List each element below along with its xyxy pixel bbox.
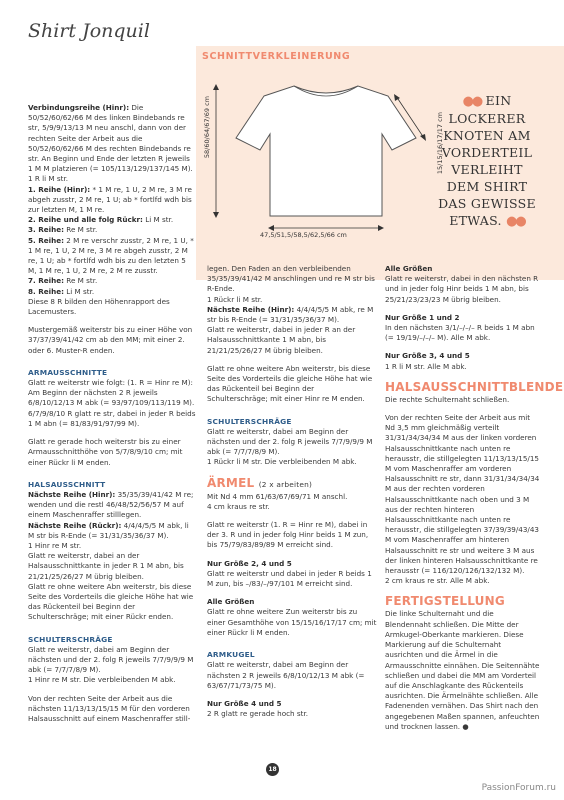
paragraph: 6/7/9/8/10 R glatt re str, dabei in jeder R beids 1 M abn (= 81/83/91/97/99 M). [28,408,196,428]
bold-lead: Nur Größe 3, 4 und 5 [385,351,470,361]
paragraph: Glatt re weiterstr wie folgt: (1. R = Hinr re M): Am Beginn der nächsten 2 R jeweils 6/8/10/12/13 M abk (= 93/97/109/113/119 M). [28,378,195,408]
column-2 [207,264,377,719]
paragraph: Glatt re ohne weitere Abn weiterstr, bis diese Seite des Vorderteils die gleiche Höhe hat wie das Rückenteil bei Beginn der Schulterschräge; mit einer Rückr enden. [28,581,194,622]
paragraph: Glatt re weiterstr, dabei am Beginn der nächsten 2 R jeweils 6/8/10/12/13 M abk (= 63/67/71/73/75 M). [207,660,365,690]
paragraph: 1 Hinr re M str. [28,540,82,550]
paragraph: Glatt re ohne weitere Zun weiterstr bis zu einer Gesamthöhe von 15/15/16/17/17 cm; mit einer Rückr li M enden. [207,607,377,637]
paragraph: 1 Rückr li M str. Die verbleibenden M abk. [207,457,357,467]
bold-lead: 3. Reihe: [28,225,64,235]
text: 4/4/4/5/5 M abk, re M str bis R-Ende (= 31/31/35/36/37 M). [207,304,374,325]
height-arrow-bottom [213,212,219,218]
paragraph: Glatt re gerade hoch weiterstr bis zu einer Armausschnitthöhe von 5/7/8/9/10 cm; mit einer Rückr li M enden. [28,437,183,467]
quote-line: LOCKERER [448,111,526,126]
bold-lead: Alle Größen [207,597,255,607]
paragraph: Glatt re weiterstr, dabei am Beginn der nächsten und der 2. folg R jeweils 7/7/9/9/9 M abk (= 7/7/7/8/9 M). [207,426,373,457]
paragraph [28,236,196,277]
paragraph: Glatt re weiterstr, dabei in den nächsten R und in jeder folg Hinr beids 1 M abn, bis 25/21/23/23/23 M übrig bleiben. [385,274,539,304]
paragraph [207,559,377,569]
paragraph: Die rechte Schulternaht schließen. [385,394,510,404]
bold-lead: Alle Größen [385,264,433,273]
paragraph [385,313,540,323]
section-heading: SCHULTERSCHRÄGE [207,416,292,426]
bold-lead: 8. Reihe: [28,286,64,296]
paragraph: Diese 8 R bilden den Höhenrapport des Lacemusters. [28,296,170,317]
heading-note: (2 x arbeiten) [258,479,313,489]
quote-close-dots: ●● [506,214,525,229]
paragraph: 1 Hinr re M str. Die verbleibenden M abk. [28,675,176,685]
column-1 [28,103,196,724]
paragraph: Mustergemäß weiterstr bis zu einer Höhe von 37/37/39/41/42 cm ab den MM; mit einer 2. oder 6. Muster-R enden. [28,325,193,355]
paragraph: Die linke Schulternaht und die Blendennaht schließen. Die Mitte der Armkugel-Oberkante markieren. Diese Markierung auf die Schulternaht ausrichten und die Ärmel in die Armausschnitte einnähen. Die Seitennähte schließen und dabei die MM am Vorderteil auf die Anschlagkante des Rückenteils ausrichten. Die Ärmelnähte schließen. Alle Fadenenden vernähen. Das Shirt nach den angegebenen Maßen spannen, anfeuchten und trocknen lassen. ● [385,609,540,731]
shirt-outline [236,86,416,216]
bold-lead: Nur Größe 1 und 2 [385,312,460,322]
pull-quote [420,92,554,230]
page-number: 18 [266,763,279,776]
paragraph: In den nächsten 3/1/–/–/– R beids 1 M abn (= 19/19/–/–/– M). Alle M abk. [385,323,535,343]
paragraph [28,276,196,286]
paragraph [385,351,540,361]
paragraph: legen. Den Faden an den verbleibenden 35/35/39/41/42 M anschlingen und re M str bis R-Ende. [207,264,375,294]
text: Li M str. [63,286,95,296]
text: * 1 M re, 1 U, 2 M re, 3 M re abgeh zusstr, 2 M re, 1 U; ab * fortlfd wdh bis zur letzten M, 1 M re. [28,184,192,215]
width-label: 47,5/51,5/58,5/62,5/66 cm [260,231,347,239]
paragraph: Glatt re weiterstr, dabei in jeder R an der Halsausschnittkante 1 M abn, bis 21/21/25/26/27 M übrig bleiben. [207,325,356,355]
sleeve-label: 15/15/16/17/17 cm [436,112,444,175]
bold-lead: 7. Reihe: [28,276,64,286]
paragraph [28,185,196,216]
paragraph: 1 R li M str. [28,174,69,184]
quote-line: DEM SHIRT [446,179,528,194]
bold-lead: Nächste Reihe (Hinr): [207,304,295,314]
heading-text: ÄRMEL [207,475,255,490]
paragraph [28,490,196,521]
paragraph: Glatt re weiterstr und dabei in jeder R beids 1 M zun, bis –/83/–/97/101 M erreicht sind. [207,568,372,589]
paragraph: Glatt re weiterstr, dabei an der Halsausschnittkante in jeder R 1 M abn, bis 21/21/25/26/27 M übrig bleiben. [28,551,184,581]
bold-lead: 1. Reihe (Hinr): [28,184,91,194]
page-title: Shirt Jonquil [28,20,150,42]
section-heading-fertig: FERTIGSTELLUNG [385,594,505,609]
paragraph: 1 R li M str. Alle M abk. [385,361,467,371]
paragraph: Glatt re weiterstr, dabei am Beginn der nächsten und der 2. folg R jeweils 7/7/9/9/9 M abk (= 7/7/7/8/9 M). [28,644,194,675]
paragraph [28,103,196,174]
text: Li M str. [142,215,174,225]
paragraph: 1 Rückr li M str. [207,294,263,304]
section-heading: HALSAUSSCHNITT [28,479,106,489]
section-heading: ARMKUGEL [207,650,255,660]
quote-line: VORDERTEIL [441,145,533,160]
paragraph: Mit Nd 4 mm 61/63/67/69/71 M anschl. [207,491,348,501]
quote-line: VERLEIHT [451,162,523,177]
paragraph [28,521,196,541]
section-heading-blende: HALSAUSSCHNITTBLENDE [385,379,564,394]
quote-line: ETWAS. [449,213,502,228]
paragraph: Von der rechten Seite der Arbeit aus mit Nd 3,5 mm gleichmäßig verteilt 31/31/34/34/34 M aus der linken vorderen Halsausschnittkante nach unten re herausstr, die stillgelegten 11/13/13/15/15 M vom Maschenraffer am vorderen Halsausschnitt re str, dann 31/31/34/34/34 M aus der rechten vorderen Halsausschnittkante nach oben und 3 M aus der rechten hinteren Halsausschnittkante nach unten re herausstr, die stillgelegten 37/39/39/43/43 M vom Maschenraffer am hinteren Halsausschnitt re str und weitere 3 M aus der linken hinteren Halsausschnittkante re herausstr (= 116/120/126/132/132 M). [385,413,540,576]
bold-lead: Nur Größe 2, 4 und 5 [207,558,292,568]
paragraph: Von der rechten Seite der Arbeit aus die nächsten 11/13/13/15/15 M für den vorderen Halsausschnitt auf einem Maschenraffer still- [28,693,191,723]
section-heading-aermel [207,476,377,492]
bold-lead: Nächste Reihe (Rückr): [28,520,122,530]
width-arrow-right [378,225,384,231]
bold-lead: Verbindungsreihe (Hinr): [28,103,130,112]
paragraph [28,225,196,235]
paragraph [207,597,377,607]
quote-line: EIN [485,93,512,108]
text: 2 M re verschr zusstr, 2 M re, 1 U, * 1 M re, 1 U, 2 M re, 3 M re abgeh zusstr, 2 M re, 1 U; ab * fortlfd wdh bis zu den letzten 5 M, 1 M re, 1 U, 2 M re, 2 M re zusstr. [28,235,194,276]
bold-lead: Nächste Reihe (Hinr): [28,489,116,499]
paragraph: 4 cm kraus re str. [207,501,270,511]
text: 35/35/39/41/42 M re; wenden und die restl 46/48/52/56/57 M auf einem Maschenraffer stilllegen. [28,489,194,520]
quote-line: KNOTEN AM [443,128,531,143]
watermark: PassionForum.ru [481,783,556,793]
paragraph: 2 R glatt re gerade hoch str. [207,709,309,719]
paragraph: Glatt re weiterstr (1. R = Hinr re M), dabei in der 3. R und in jeder folg Hinr beids 1 M zun, bis 75/79/83/89/89 M erreicht sind. [207,520,369,550]
text: Re M str. [63,225,98,235]
height-arrow-top [213,84,219,90]
text: Die 50/52/60/62/66 M des linken Bindebands re str, 5/9/9/13/13 M neu anschl, dann von der rechten Seite der Arbeit aus die 50/52/60/62/66 M des rechten Bindebands re str. An Beginn und Ende der letzten R jeweils 1 M M platzieren (= 105/113/129/137/145 M). [28,103,193,174]
bold-lead: Nur Größe 4 und 5 [207,698,282,708]
bold-lead: 2. Reihe und alle folg Rückr: [28,215,143,225]
height-label: 58/60/64/67/69 cm [203,96,211,159]
paragraph [28,215,196,225]
column-3 [385,264,564,732]
paragraph [207,305,377,325]
paragraph [385,264,540,274]
quote-open-dots: ●● [462,94,482,109]
paragraph: 2 cm kraus re str. Alle M abk. [385,576,490,586]
section-heading: SCHULTERSCHRÄGE [28,634,113,644]
paragraph [207,699,377,709]
paragraph: Glatt re ohne weitere Abn weiterstr, bis diese Seite des Vorderteils die gleiche Höhe hat wie das Rückenteil bei Beginn der Schulterschräge; mit einer Hinr re M enden. [207,363,373,404]
text: 4/4/4/5/5 M abk, li M str bis R-Ende (= 31/31/35/36/37 M). [28,520,189,540]
quote-line: DAS GEWISSE [438,196,536,211]
bold-lead: 5. Reihe: [28,235,64,245]
schematic-heading: SCHNITTVERKLEINERUNG [202,51,351,62]
text: Re M str. [63,276,98,286]
section-heading: ARMAUSSCHNITTE [28,367,108,377]
paragraph [28,287,196,297]
